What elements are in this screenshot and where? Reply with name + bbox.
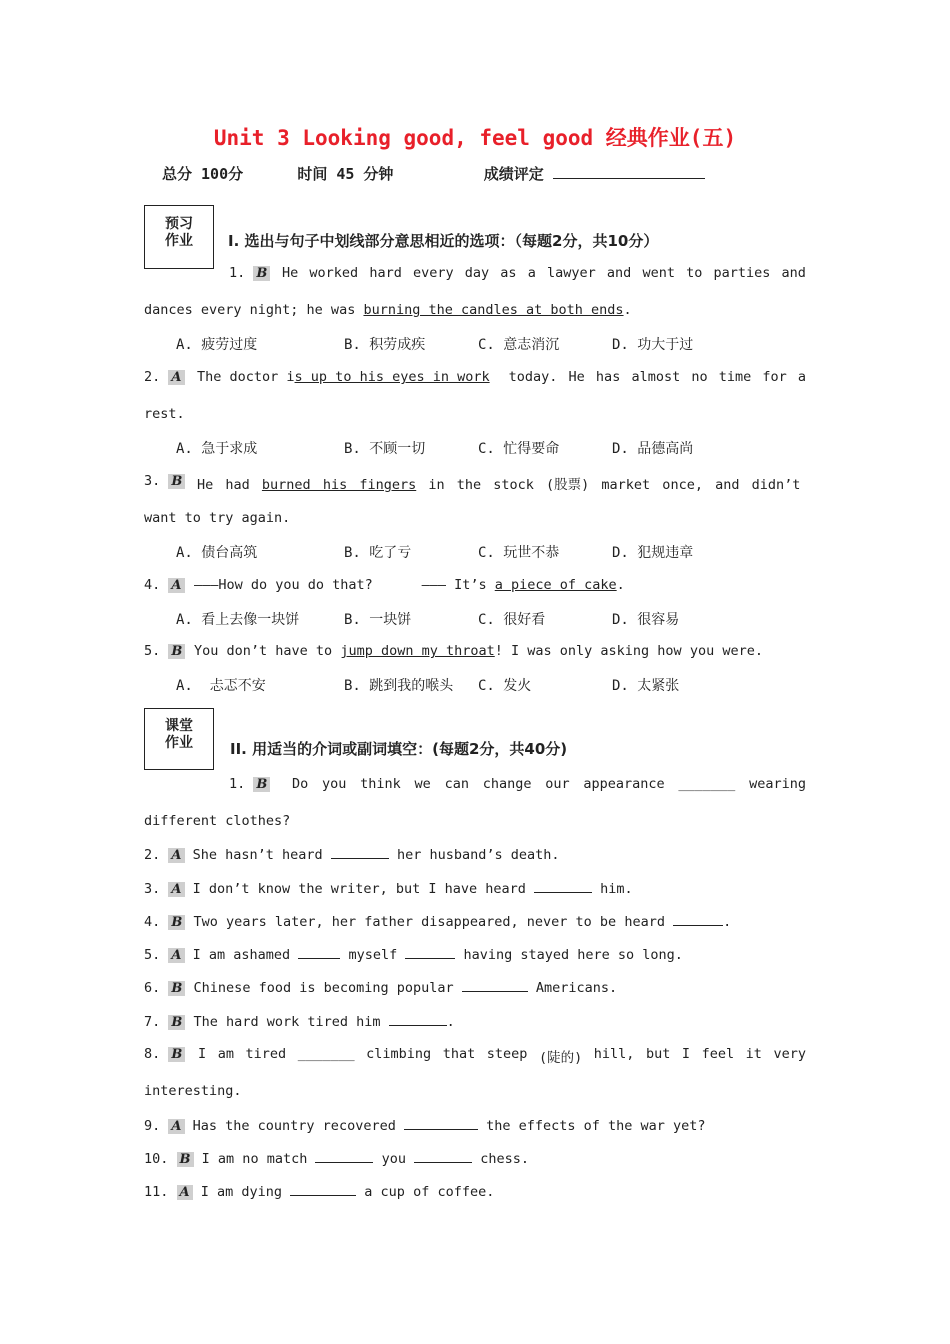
s1-q2-num: 2. A bbox=[144, 369, 185, 385]
answer-badge: B bbox=[168, 1015, 185, 1030]
answer-badge: A bbox=[168, 578, 184, 593]
option-c: C. 发火 bbox=[478, 678, 532, 694]
s1-q1-word: day bbox=[464, 265, 490, 281]
answer-badge: B bbox=[168, 915, 185, 930]
fill-blank-question: 4. B Two years later, her father disappeared, never to be heard . bbox=[144, 914, 732, 930]
s1-q1-word: to bbox=[686, 265, 703, 281]
s1-q3-num: 3. B bbox=[144, 473, 185, 489]
option-b: B. 跳到我的喉头 bbox=[344, 678, 454, 694]
s1-q1-word: went bbox=[642, 265, 675, 281]
answer-blank[interactable] bbox=[331, 846, 389, 859]
s2-q8-word: steep bbox=[486, 1046, 528, 1062]
option-c: C. 玩世不恭 bbox=[478, 545, 560, 561]
s2-q8-word: climbing bbox=[366, 1046, 432, 1062]
grade-blank bbox=[553, 164, 705, 179]
time-limit: 时间 45 分钟 bbox=[297, 165, 394, 183]
answer-blank[interactable] bbox=[534, 880, 592, 893]
section1-box bbox=[144, 205, 214, 269]
answer-badge: B bbox=[177, 1152, 194, 1167]
s2-q1-word: think bbox=[360, 776, 401, 792]
fill-blank-question: 3. A I don’t know the writer, but I have heard him. bbox=[144, 881, 633, 897]
s2-q1-word: you bbox=[322, 776, 347, 792]
s2-q8-word: (陡的) bbox=[538, 1050, 583, 1066]
option-c: C. 忙得要命 bbox=[478, 441, 560, 457]
answer-blank[interactable] bbox=[462, 979, 528, 992]
option-c: C. 意志消沉 bbox=[478, 337, 560, 353]
s1-q5-line1: You don’t have to jump down my throat! I was only asking how you were. bbox=[194, 643, 763, 659]
s2-q8-word: I bbox=[681, 1046, 691, 1062]
option-b: B. 不顾一切 bbox=[344, 441, 426, 457]
s1-q1-num: 1. B bbox=[229, 265, 270, 281]
option-b: B. 积劳成疾 bbox=[344, 337, 426, 353]
s2-q8-word: but bbox=[645, 1046, 671, 1062]
s2-q1-num: 1. B bbox=[229, 776, 270, 792]
section1-heading: I. 选出与句子中划线部分意思相近的选项：（每题2分，共10分） bbox=[228, 232, 659, 250]
underlined-phrase: s up to his eyes in work bbox=[294, 369, 490, 385]
answer-badge: B bbox=[168, 1047, 185, 1062]
fill-blank-question: 2. A She hasn’t heard her husband’s death. bbox=[144, 847, 560, 863]
s2-q1-word: can bbox=[444, 776, 469, 792]
s2-q1-word: change bbox=[482, 776, 532, 792]
s2-q1-word: our bbox=[545, 776, 570, 792]
option-d: D. 很容易 bbox=[612, 612, 680, 628]
answer-blank[interactable] bbox=[414, 1150, 472, 1163]
s2-q8-word: I bbox=[198, 1046, 207, 1062]
s1-q1-line1 bbox=[282, 265, 806, 281]
answer-badge: B bbox=[253, 777, 270, 792]
s2-q1-word: Do bbox=[292, 776, 309, 792]
option-a: A. 看上去像一块饼 bbox=[176, 612, 300, 628]
s2-q8-line1 bbox=[198, 1046, 806, 1066]
option-d: D. 犯规违章 bbox=[612, 545, 694, 561]
fill-blank-question: 10. B I am no match you chess. bbox=[144, 1151, 530, 1167]
section1-box-line2: 作业 bbox=[165, 233, 193, 249]
answer-badge: A bbox=[168, 1119, 184, 1134]
s1-q1-word: and bbox=[606, 265, 632, 281]
s1-q3-line1: He had burned his fingers in the stock (股票) market once, and didn’t bbox=[197, 477, 801, 493]
option-d: D. 品德高尚 bbox=[612, 441, 694, 457]
s2-q8-word: _______ bbox=[297, 1046, 355, 1062]
s2-q8-word: feel bbox=[701, 1046, 735, 1062]
s1-q3-line2: want to try again. bbox=[144, 510, 291, 526]
section2-box-line1: 课堂 bbox=[165, 718, 193, 734]
s2-q1-word: _______ bbox=[678, 776, 736, 792]
answer-blank[interactable] bbox=[404, 1117, 478, 1130]
option-b: B. 吃了亏 bbox=[344, 545, 412, 561]
option-d: D. 太紧张 bbox=[612, 678, 680, 694]
s2-q8-word: tired bbox=[245, 1046, 287, 1062]
answer-badge: B bbox=[168, 981, 185, 996]
answer-blank[interactable] bbox=[389, 1013, 447, 1026]
s1-q4-line1: ———How do you do that? ——— It’s a piece of cake. bbox=[194, 577, 625, 593]
fill-blank-question: 9. A Has the country recovered the effects of the war yet? bbox=[144, 1118, 706, 1134]
s1-q1-word: parties bbox=[713, 265, 771, 281]
total-score: 总分 100分 bbox=[162, 165, 244, 183]
s2-q8-word: it bbox=[745, 1046, 762, 1062]
section2-box-line2: 作业 bbox=[165, 735, 193, 751]
s1-q1-word: hard bbox=[369, 265, 402, 281]
answer-blank[interactable] bbox=[673, 913, 723, 926]
fill-blank-question: 5. A I am ashamed myself having stayed here so long. bbox=[144, 947, 683, 963]
s1-q1-word: worked bbox=[309, 265, 359, 281]
score-line bbox=[162, 163, 705, 184]
s1-q4-num: 4. A bbox=[144, 577, 185, 593]
option-d: D. 功大于过 bbox=[612, 337, 694, 353]
s2-q1-line2: different clothes? bbox=[144, 813, 291, 829]
fill-blank-question: 6. B Chinese food is becoming popular Americans. bbox=[144, 980, 618, 996]
option-a: A. 疲劳过度 bbox=[176, 337, 258, 353]
s1-q1-word: as bbox=[500, 265, 517, 281]
s2-q8-line2: interesting. bbox=[144, 1083, 242, 1099]
s2-q1-word: we bbox=[414, 776, 431, 792]
answer-blank[interactable] bbox=[290, 1183, 356, 1196]
s1-q1-word: a bbox=[527, 265, 536, 281]
answer-badge: A bbox=[168, 848, 184, 863]
section2-box bbox=[144, 708, 214, 770]
option-a: A. 债台高筑 bbox=[176, 545, 258, 561]
answer-blank[interactable] bbox=[405, 946, 455, 959]
answer-badge: A bbox=[168, 948, 184, 963]
s2-q8-word: that bbox=[442, 1046, 476, 1062]
s1-q1-word: and bbox=[781, 265, 806, 281]
option-b: B. 一块饼 bbox=[344, 612, 412, 628]
fill-blank-question: 7. B The hard work tired him . bbox=[144, 1014, 455, 1030]
s2-q1-word: wearing bbox=[749, 776, 806, 792]
option-a: A. 急于求成 bbox=[176, 441, 258, 457]
s2-q8-word: hill, bbox=[593, 1046, 635, 1062]
s1-q1-word: He bbox=[282, 265, 299, 281]
answer-badge: B bbox=[253, 266, 270, 281]
section1-box-line1: 预习 bbox=[165, 216, 193, 232]
section2-heading: II. 用适当的介词或副词填空：(每题2分，共40分) bbox=[230, 740, 568, 758]
answer-blank[interactable] bbox=[315, 1150, 373, 1163]
option-c: C. 很好看 bbox=[478, 612, 546, 628]
answer-badge: A bbox=[177, 1185, 193, 1200]
grade-label: 成绩评定 bbox=[483, 165, 544, 183]
s1-q2-line1: The doctor is up to his eyes in work today. He has almost no time for a bbox=[197, 369, 806, 385]
s1-q1-line2: dances every night; he was burning the candles at both ends. bbox=[144, 302, 632, 318]
answer-badge: B bbox=[168, 474, 185, 489]
s1-q1-word: lawyer bbox=[546, 265, 596, 281]
s1-q5-num: 5. B bbox=[144, 643, 185, 659]
s2-q1-line1 bbox=[292, 776, 806, 792]
answer-badge: A bbox=[168, 370, 184, 385]
s1-q2-line2: rest. bbox=[144, 406, 185, 422]
page-title: Unit 3 Looking good, feel good 经典作业(五) bbox=[213, 126, 737, 150]
s2-q8-num: 8. B bbox=[144, 1046, 185, 1062]
underlined-phrase: burned his fingers bbox=[261, 477, 417, 493]
s2-q8-word: very bbox=[773, 1046, 806, 1062]
answer-badge: A bbox=[168, 882, 184, 897]
underlined-phrase: burning the candles at both ends bbox=[363, 302, 624, 318]
s1-q1-word: every bbox=[412, 265, 454, 281]
underlined-phrase: a piece of cake bbox=[494, 577, 617, 593]
answer-blank[interactable] bbox=[298, 946, 340, 959]
answer-badge: B bbox=[168, 644, 185, 659]
s2-q8-word: am bbox=[217, 1046, 234, 1062]
underlined-phrase: jump down my throat bbox=[340, 643, 495, 659]
option-a: A. 忐忑不安 bbox=[176, 678, 266, 694]
s2-q1-word: appearance bbox=[583, 776, 665, 792]
fill-blank-question: 11. A I am dying a cup of coffee. bbox=[144, 1184, 495, 1200]
